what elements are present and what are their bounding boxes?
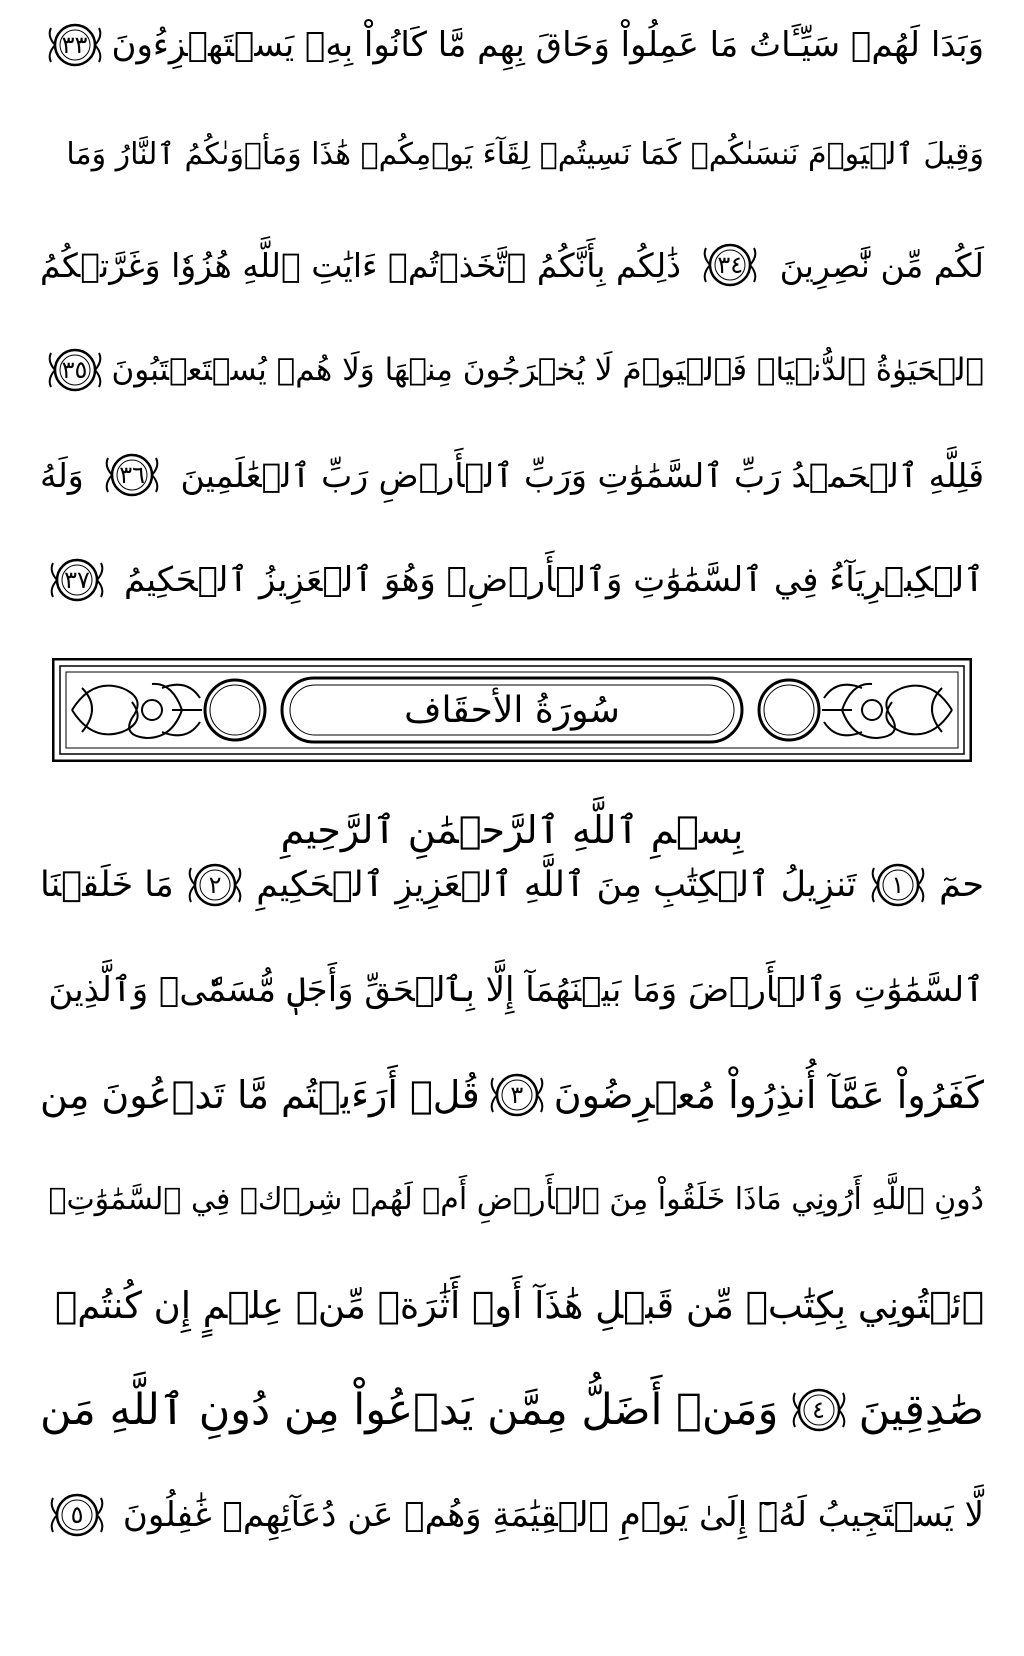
- verse-line-7: [40, 840, 984, 930]
- verse-text: حمٓ: [939, 864, 984, 905]
- verse-text: ٱلۡحَيَوٰةُ ٱلدُّنۡيَاۚ فَٱلۡيَوۡمَ لَا يُخۡرَجُونَ مِنۡهَا وَلَا هُمۡ يُسۡتَعۡتَبُونَ: [111, 351, 984, 388]
- surah-title: سُورَةُ الأحقَاف: [404, 689, 620, 731]
- ayah-marker: [44, 1488, 110, 1542]
- verse-line-2: [40, 110, 984, 200]
- ayah-marker: [99, 448, 165, 502]
- verse-text: مَا خَلَقۡنَا: [40, 864, 174, 905]
- verse-line-10: [40, 1155, 984, 1245]
- verse-text: لَّا يَسۡتَجِيبُ لَهُۥٓ إِلَىٰ يَوۡمِ ٱلۡقِيَٰمَةِ وَهُمۡ عَن دُعَآئِهِمۡ غَٰفِلُونَ: [122, 1495, 984, 1535]
- verse-text: دُونِ ٱللَّهِ أَرُونِي مَاذَا خَلَقُواْ مِنَ ٱلۡأَرۡضِ أَمۡ لَهُمۡ شِرۡكٞ فِي ٱلسَّمَٰوَٰتِۖ: [48, 1182, 984, 1217]
- ayah-marker: [44, 553, 110, 607]
- verse-text: لَكُم مِّن نَّٰصِرِينَ: [779, 245, 984, 285]
- ayah-number: ٤: [812, 1396, 825, 1424]
- verse-text: كَفَرُواْ عَمَّآ أُنذِرُواْ مُعۡرِضُونَ: [553, 1073, 984, 1117]
- ayah-number: ٣٣: [61, 31, 88, 59]
- verse-line-11: [40, 1260, 984, 1350]
- ayah-marker: [182, 858, 248, 912]
- ayah-marker: [42, 343, 108, 397]
- verse-text: وَبَدَا لَهُمۡ سَيِّـَٔاتُ مَا عَمِلُواْ وَحَاقَ بِهِم مَّا كَانُواْ بِهِۦ يَسۡتَهۡزِءُونَ: [111, 25, 984, 65]
- ayah-marker: [697, 238, 763, 292]
- verse-text: تَنزِيلُ ٱلۡكِتَٰبِ مِنَ ٱللَّهِ ٱلۡعَزِيزِ ٱلۡحَكِيمِ: [256, 864, 857, 905]
- verse-text: وَقِيلَ ٱلۡيَوۡمَ نَنسَىٰكُمۡ كَمَا نَسِيتُمۡ لِقَآءَ يَوۡمِكُمۡ هَٰذَا وَمَأۡوَىٰكُمُ ٱلنَّارُ وَمَا: [66, 137, 984, 172]
- ayah-number: ٣٦: [119, 461, 145, 489]
- verse-text: ذَٰلِكُم بِأَنَّكُمُ ٱتَّخَذۡتُمۡ ءَايَٰتِ ٱللَّهِ هُزُوٗا وَغَرَّتۡكُمُ: [40, 245, 681, 285]
- verse-line-13: [40, 1470, 984, 1560]
- ayah-number: ٣٤: [717, 251, 744, 279]
- ayah-marker: [786, 1383, 852, 1437]
- ayah-number: ٥: [70, 1501, 84, 1529]
- ayah-marker: [42, 18, 108, 72]
- verse-line-4: [40, 325, 984, 415]
- ayah-number: ٣: [510, 1081, 524, 1109]
- ayah-number: ٣٥: [61, 356, 88, 384]
- verse-text: ٱئۡتُونِي بِكِتَٰبٖ مِّن قَبۡلِ هَٰذَآ أَوۡ أَثَٰرَةٖ مِّنۡ عِلۡمٍ إِن كُنتُمۡ: [55, 1283, 984, 1327]
- ayah-marker: [484, 1068, 550, 1122]
- verse-text: وَمَنۡ أَضَلُّ مِمَّن يَدۡعُواْ مِن دُونِ ٱللَّهِ مَن: [40, 1384, 779, 1435]
- verse-line-6: [40, 535, 984, 625]
- ayah-number: ٣٧: [64, 566, 90, 594]
- verse-text: وَلَهُ: [40, 455, 84, 495]
- verse-text: فَلِلَّهِ ٱلۡحَمۡدُ رَبِّ ٱلسَّمَٰوَٰتِ وَرَبِّ ٱلۡأَرۡضِ رَبِّ ٱلۡعَٰلَمِينَ: [180, 455, 984, 495]
- ayah-number: ١: [891, 871, 905, 899]
- verse-line-5: [40, 430, 984, 520]
- verse-text: ٱلۡكِبۡرِيَآءُ فِي ٱلسَّمَٰوَٰتِ وَٱلۡأَرۡضِۖ وَهُوَ ٱلۡعَزِيزُ ٱلۡحَكِيمُ: [123, 560, 984, 600]
- verse-line-12: [40, 1365, 984, 1455]
- verse-text: صَٰدِقِينَ: [858, 1384, 984, 1435]
- verse-line-8: [40, 945, 984, 1035]
- verse-text: قُلۡ أَرَءَيۡتُم مَّا تَدۡعُونَ مِن: [40, 1073, 480, 1117]
- ayah-number: ٢: [208, 871, 222, 899]
- verse-line-3: [40, 220, 984, 310]
- verse-text: ٱلسَّمَٰوَٰتِ وَٱلۡأَرۡضَ وَمَا بَيۡنَهُمَآ إِلَّا بِٱلۡحَقِّ وَأَجَلٖ مُّسَمّٗىۚ وَٱلَّذِينَ: [48, 970, 984, 1010]
- basmala: بِسۡمِ ٱللَّهِ ٱلرَّحۡمَٰنِ ٱلرَّحِيمِ: [280, 808, 744, 852]
- verse-line-9: [40, 1050, 984, 1140]
- ayah-marker: [865, 858, 931, 912]
- surah-header-banner: [52, 658, 972, 762]
- verse-line-1: [40, 0, 984, 90]
